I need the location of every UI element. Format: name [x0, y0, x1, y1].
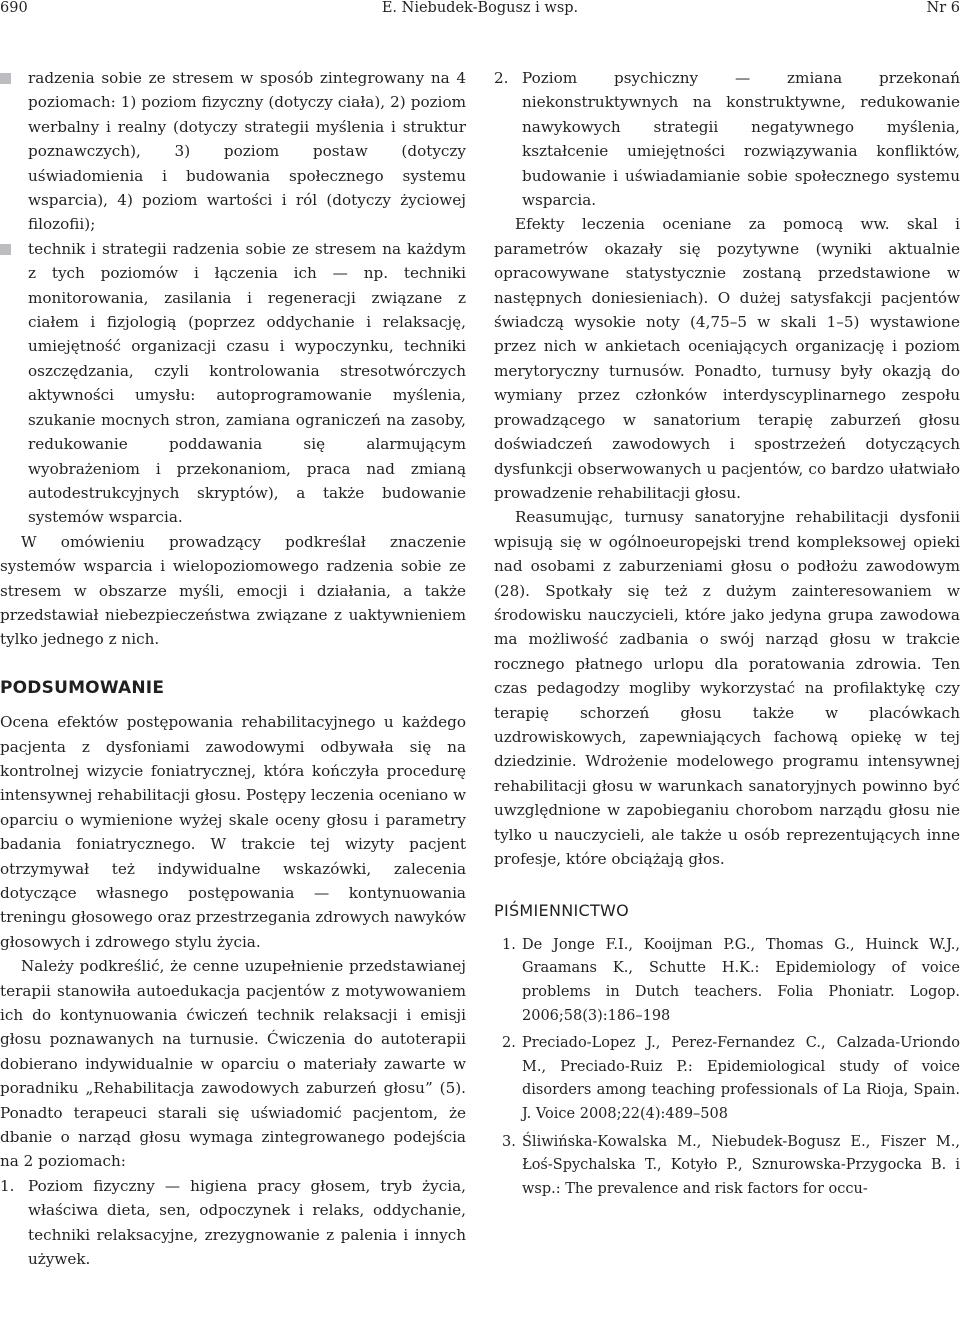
reference-item: [494, 1032, 960, 1126]
section-heading: PODSUMOWANIE: [0, 677, 165, 698]
reference-number: 1.: [502, 936, 516, 953]
numbered-item: [494, 66, 960, 212]
bullet-item: [0, 237, 466, 530]
issue-number: Nr 6: [926, 0, 960, 16]
numbered-list: [494, 66, 960, 212]
reference-text: Preciado-Lopez J., Perez-Fernandez C., Calzada-Uriondo M., Preciado-Ruiz P.: Epidemiological study of voice disorders among teaching professionals of La Rioja, Spain. J. Voice 2008;22(4):489–508: [522, 1035, 960, 1122]
body-paragraph: W omówieniu prowadzący podkreślał znaczenie systemów wsparcia i wielopoziomowego radzenia sobie ze stresem w obszarze myśli, emocji i działania, a także przedstawiał niebezpieczeństwa związane z uaktywnieniem tylko jednego z nich.: [0, 532, 466, 649]
numbered-list: [0, 1174, 466, 1272]
references-list: [494, 934, 960, 1202]
reference-number: 3.: [502, 1133, 516, 1150]
item-number: 1.: [0, 1176, 15, 1195]
body-paragraph: Reasumując, turnusy sanatoryjne rehabilitacji dysfonii wpisują się w ogólnoeuropejski trend kompleksowej opieki nad osobami z zaburzeniami głosu o podłożu zawodowym (28). Spotkały się też z dużym zainteresowaniem w środowisku nauczycieli, które jako jedyna grupa zawodowa ma możliwość zadbania o swój narząd głosu w trakcie rocznego płatnego urlopu dla poratowania zdrowia. Ten czas pedagodzy mogliby wykorzystać na profilaktykę czy terapię schorzeń głosu także w placówkach uzdrowiskowych, zapewniających fachową opiekę w tej dziedzinie. Wdrożenie modelowego programu intensywnej rehabilitacji głosu w warunkach sanatoryjnych powinno być uwzględnione w zapobieganiu chorobom narządu głosu nie tylko u nauczycieli, ale także u osób reprezentujących inne profesje, które obciążają głos.: [494, 508, 960, 868]
body-paragraph: Efekty leczenia oceniane za pomocą ww. skal i parametrów okazały się pozytywne (wyniki aktualnie opracowywane statystycznie zostaną przedstawione w następnych doniesieniach). O dużej satysfakcji pacjentów świadczą wysokie noty (4,75–5 w skali 1–5) wystawione przez nich w ankietach oceniających organizację i poziom merytoryczny turnusów. Ponadto, turnusy były okazją do wymiany przez członków interdyscyplinarnego zespołu prowadzącego w sanatorium terapię zaburzeń głosu doświadczeń zawodowych i spostrzeżeń dotyczących dysfunkcji obserwowanych u pacjentów, co bardzo ułatwiało prowadzenie rehabilitacji głosu.: [494, 215, 960, 502]
left-column: [0, 66, 466, 1272]
body-paragraph: Należy podkreślić, że cenne uzupełnienie przedstawianej terapii stanowiła autoedukacja pacjentów z motywowaniem ich do kontynuowania ćwiczeń technik relaksacji i emisji głosu poznawanych na turnusie. Ćwiczenia do autoterapii dobierano indywidualnie w oparciu o materiały zawarte w poradniku „Rehabilitacja zawodowych zaburzeń głosu” (5). Ponadto terapeuci starali się uświadomić pacjentom, że dbanie o narząd głosu wymaga zintegrowanego podejścia na 2 poziomach:: [0, 957, 466, 1171]
running-authors: E. Niebudek-Bogusz i wsp.: [381, 0, 579, 16]
reference-text: Śliwińska-Kowalska M., Niebudek-Bogusz E., Fiszer M., Łoś-Spychalska T., Kotyło P., Sznurowska-Przygocka B. i wsp.: The prevalence and risk factors for occu-: [522, 1133, 960, 1197]
running-header: [0, 0, 960, 22]
bullet-text: technik i strategii radzenia sobie ze stresem na każdym z tych poziomów i łączenia ich — np. techniki monitorowania, zasilania i regeneracji związane z ciałem i fizjologią (poprzez oddychanie i relaksację, umiejętność organizacji czasu i wypoczynku, techniki oszczędzania, czyli kontrolowania stresotwórczych aktywności umysłu: autoprogramowanie myślenia, szukanie mocnych stron, zamiana ograniczeń na zasoby, redukowanie poddawania się alarmującym wyobrażeniom i przekonaniom, praca nad zmianą autodestrukcyjnych skryptów), a także budowanie systemów wsparcia.: [28, 239, 466, 527]
item-text: Poziom fizyczny — higiena pracy głosem, tryb życia, właściwa dieta, sen, odpoczynek i relaks, oddychanie, techniki relaksacyjne, zrezygnowanie z palenia i innych używek.: [28, 1176, 466, 1269]
reference-number: 2.: [502, 1035, 516, 1052]
numbered-item: [0, 1174, 466, 1272]
right-column: [494, 66, 960, 1205]
square-bullet-icon: [0, 244, 11, 255]
references-heading: PIŚMIENNICTWO: [494, 901, 630, 921]
item-number: 2.: [494, 69, 509, 87]
item-text: Poziom psychiczny — zmiana przekonań niekonstruktywnych na konstruktywne, redukowanie nawykowych strategii negatywnego myślenia, kształcenie umiejętności rozwiązywania konfliktów, budowanie i uświadamianie sobie społecznego systemu wsparcia.: [522, 69, 960, 210]
body-paragraph: Ocena efektów postępowania rehabilitacyjnego u każdego pacjenta z dysfoniami zawodowymi odbywała się na kontrolnej wizycie foniatrycznej, która kończyła procedurę intensywnej rehabilitacji głosu. Postępy leczenia oceniano w oparciu o wymienione wyżej skale oceny głosu i parametry badania foniatrycznego. W trakcie tej wizyty pacjent otrzymywał też indywidualne wskazówki, zalecenia dotyczące własnego postępowania — kontynuowania treningu głosowego oraz przestrzegania zdrowych nawyków głosowych i zdrowego stylu życia.: [0, 713, 466, 951]
square-bullet-icon: [0, 73, 11, 84]
bullet-item: [0, 66, 466, 237]
reference-text: De Jonge F.I., Kooijman P.G., Thomas G., Huinck W.J., Graamans K., Schutte H.K.: Epidemiology of voice problems in Dutch teachers. Folia Phoniatr. Logop. 2006;58(3):186–198: [522, 936, 960, 1024]
reference-item: [494, 1131, 960, 1202]
page-number: 690: [0, 0, 28, 16]
bullet-list: [0, 66, 466, 530]
bullet-text: radzenia sobie ze stresem w sposób zintegrowany na 4 poziomach: 1) poziom fizyczny (dotyczy ciała), 2) poziom werbalny i realny (dotyczy strategii myślenia i struktur poznawczych), 3) poziom postaw (dotyczy uświadomienia i budowania społecznego systemu wsparcia), 4) poziom wartości i ról (dotyczy życiowej filozofii);: [28, 69, 466, 234]
reference-item: [494, 934, 960, 1028]
